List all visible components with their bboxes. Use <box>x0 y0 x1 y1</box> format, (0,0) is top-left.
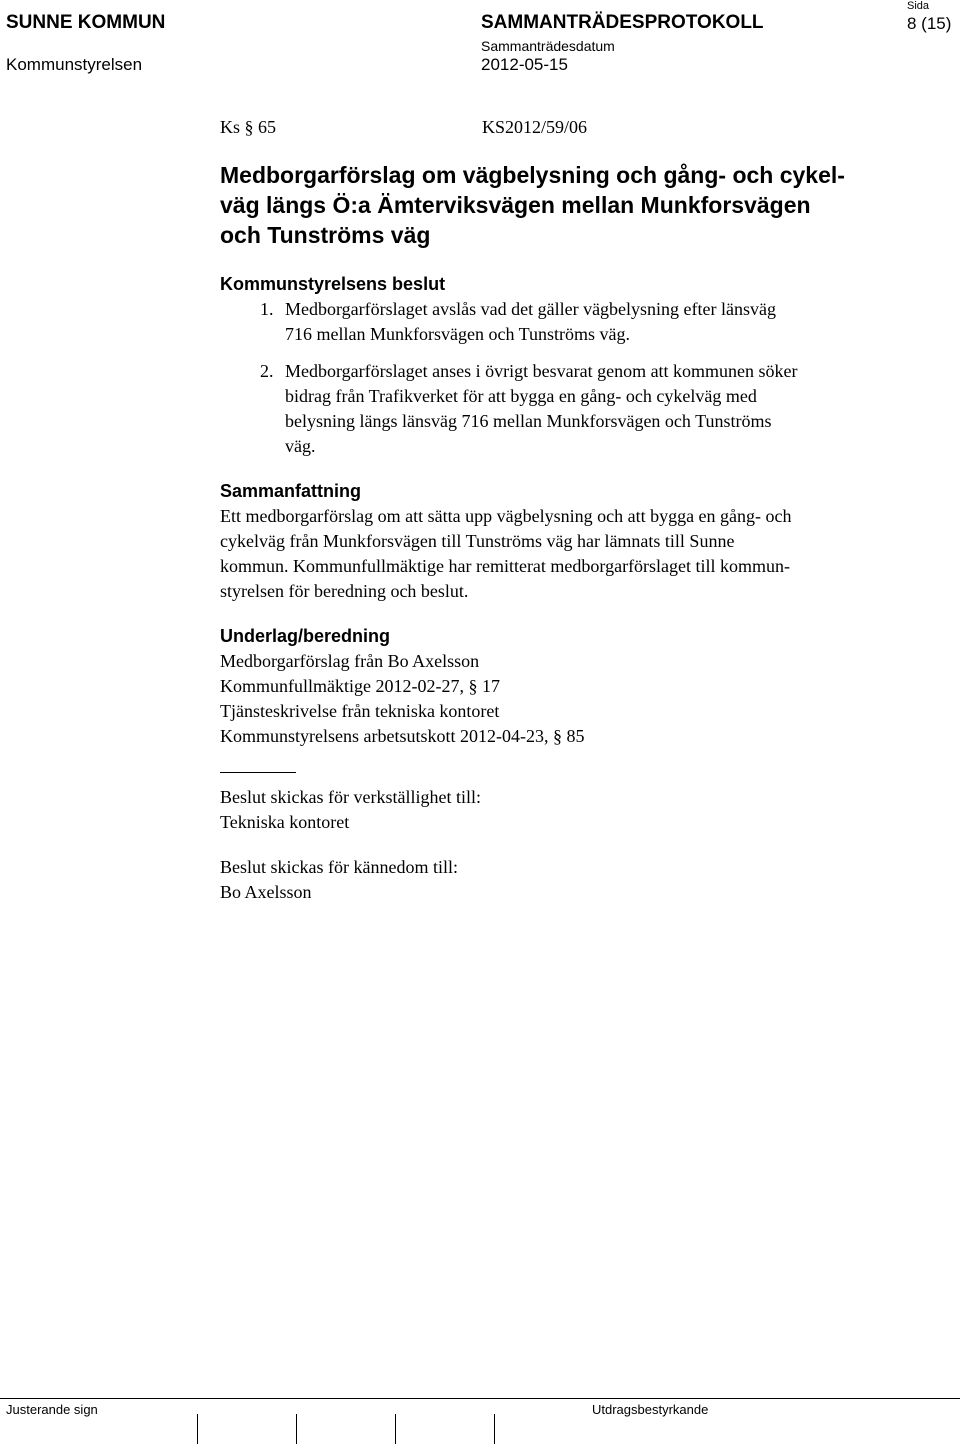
signature-box-divider <box>197 1414 198 1444</box>
signature-label: Justerande sign <box>6 1402 98 1417</box>
basis-item: Kommunfullmäktige 2012-02-27, § 17 <box>220 676 500 696</box>
decision-text-line: bidrag från Trafikverket för att bygga en gång- och cykelväg med <box>285 386 757 406</box>
footer-rule <box>0 1398 960 1399</box>
page-number: 8 (15) <box>907 14 952 33</box>
summary-line: styrelsen för beredning och beslut. <box>220 581 469 601</box>
organization-name: SUNNE KOMMUN <box>6 12 166 33</box>
paragraph-number: Ks § 65 <box>220 117 277 137</box>
decision-text-line: väg. <box>285 436 316 456</box>
decision-text-line: 716 mellan Munkforsvägen och Tunströms väg. <box>285 324 630 344</box>
board-name: Kommunstyrelsen <box>6 55 143 74</box>
summary-line: Ett medborgarförslag om att sätta upp vägbelysning och att bygga en gång- och <box>220 506 792 526</box>
protocol-body <box>220 115 920 905</box>
decision-text-line: Medborgarförslaget avslås vad det gäller vägbelysning efter länsväg <box>285 299 777 319</box>
meeting-date: 2012-05-15 <box>481 55 568 74</box>
signature-box-divider <box>494 1414 495 1444</box>
summary-line: kommun. Kommunfullmäktige har remitterat medborgarförslaget till kommun- <box>220 556 791 576</box>
basis-item: Medborgarförslag från Bo Axelsson <box>220 651 480 671</box>
decision-item <box>220 359 920 459</box>
extract-certification-label: Utdragsbestyrkande <box>592 1402 709 1417</box>
summary-heading: Sammanfattning <box>220 481 362 501</box>
execution-label: Beslut skickas för verkställighet till: <box>220 787 481 807</box>
decision-text-line: Medborgarförslaget anses i övrigt besvarat genom att kommunen söker <box>285 361 798 381</box>
summary-text <box>220 504 920 604</box>
basis-item: Kommunstyrelsens arbetsutskott 2012-04-23, § 85 <box>220 726 585 746</box>
basis-item: Tjänsteskrivelse från tekniska kontoret <box>220 701 500 721</box>
page-label: Sida <box>907 0 930 12</box>
info-label: Beslut skickas för kännedom till: <box>220 857 458 877</box>
basis-heading: Underlag/beredning <box>220 626 391 646</box>
separator-rule <box>220 772 296 773</box>
title-line: väg längs Ö:a Ämterviksvägen mellan Munkforsvägen <box>220 192 811 218</box>
title-line: Medborgarförslag om vägbelysning och gång- och cykel- <box>220 162 845 188</box>
decision-heading: Kommunstyrelsens beslut <box>220 274 446 294</box>
decision-item <box>220 297 920 347</box>
info-recipient: Bo Axelsson <box>220 882 312 902</box>
case-reference: KS2012/59/06 <box>482 117 588 137</box>
meeting-date-label: Sammanträdesdatum <box>481 38 615 54</box>
decision-list <box>220 297 920 459</box>
document-type: SAMMANTRÄDESPROTOKOLL <box>481 12 764 33</box>
signature-box-divider <box>395 1414 396 1444</box>
summary-line: cykelväg från Munkforsvägen till Tunströms väg har lämnats till Sunne <box>220 531 735 551</box>
basis-list <box>220 649 920 749</box>
document-title <box>220 160 920 250</box>
signature-footer <box>0 1398 960 1447</box>
decision-text-line: belysning längs länsväg 716 mellan Munkforsvägen och Tunströms <box>285 411 772 431</box>
decision-number: 1. <box>260 299 274 319</box>
decision-number: 2. <box>260 361 274 381</box>
case-reference-line <box>220 115 920 140</box>
signature-box-divider <box>296 1414 297 1444</box>
execution-recipient: Tekniska kontoret <box>220 812 350 832</box>
title-line: och Tunströms väg <box>220 222 431 248</box>
